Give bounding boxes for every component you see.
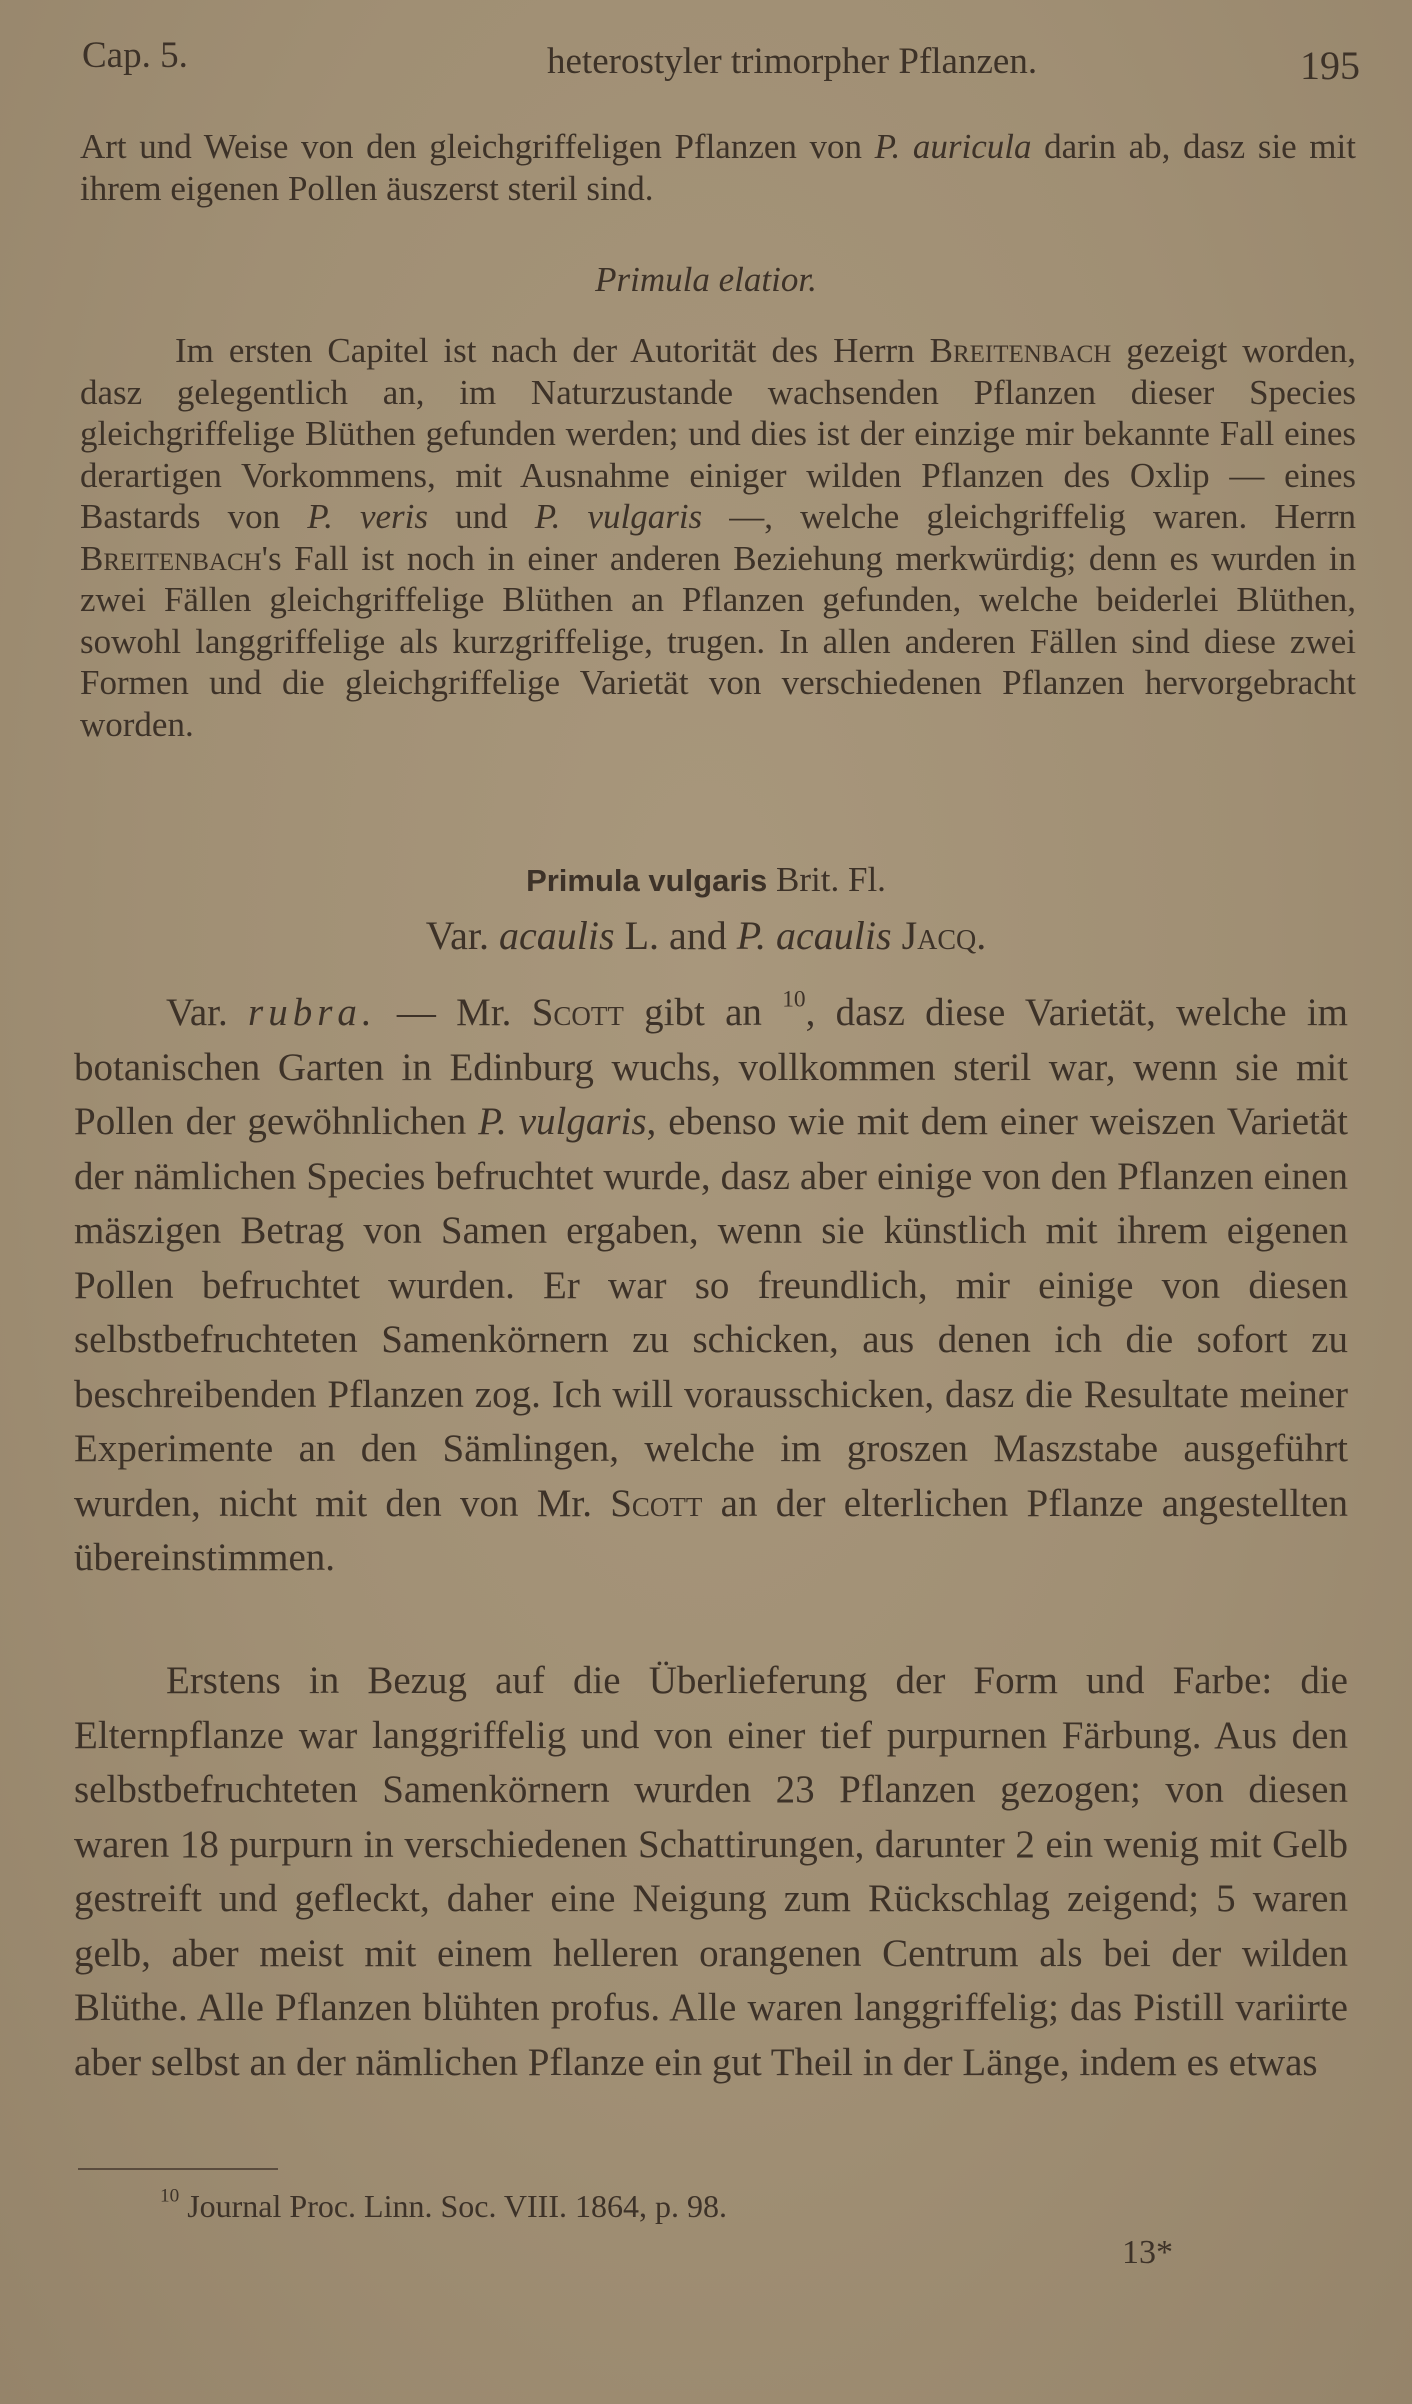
text-run: Art und Weise von den gleichgriffeligen Pflanzen von: [80, 127, 875, 166]
text-run: Im ersten Capitel ist nach der Autorität des Herrn: [175, 331, 930, 370]
footnote: [160, 2185, 727, 2225]
section-heading-elatior: Primula elatior.: [595, 260, 817, 299]
species-name: P. auricula: [874, 127, 1032, 166]
heading-species: Primula vulgaris: [526, 863, 768, 898]
footnote-text: Journal Proc. Linn. Soc. VIII. 1864, p. 98.: [179, 2188, 727, 2224]
form-color-paragraph: Erstens in Bezug auf die Überlieferung der Form und Farbe: die Elternpflanze war langgriffelig und von einer tief purpurnen Färbung. Aus den selbstbefruchteten Samenkörnern wurden 23 Pflanzen gezogen; von diesen waren 18 purpurn in verschiedenen Schattirungen, darunter 2 ein wenig mit Gelb gestreift und gefleckt, daher eine Neigung zum Rückschlag zeigend; 5 waren gelb, aber meist mit einem helleren orangenen Centrum als bei der wilden Blüthe. Alle Pflanzen blühten profus. Alle waren langgriffelig; das Pistill variirte aber selbst an der nämlichen Pflanze ein gut Theil in der Länge, indem es etwas: [74, 1659, 1348, 2084]
page-number: 195: [1300, 43, 1360, 88]
text-run: , ebenso wie mit dem einer weiszen Varietät der nämlichen Species befruchtet wurde, dasz aber einige von den Pflanzen einen mäszigen Betrag von Samen ergaben, wenn sie künstlich mit ihrem eigenen Pollen befruchtet wurden. Er war so freundlich, mir einige von diesen selbstbefruchteten Samenkörnern zu schicken, aus denen ich die sofort zu beschreibenden Pflanzen zog. Ich will vorausschicken, dasz die Resultate meiner Experimente an den Sämlingen, welche im groszen Maszstabe ausgeführt wurden, nicht mit den von Mr.: [74, 1100, 1348, 1525]
text-run: 's Fall ist noch in einer anderen Beziehung merkwürdig; denn es wurden in zwei Fällen gleichgriffelige Blüthen an Pflanzen gefunden, welche beiderlei Blüthen, sowohl langgriffelige als kurzgriffelige, trugen. In allen anderen Fällen sind diese zwei Formen und die gleichgriffelige Varietät von verschiedenen Pflanzen hervorgebracht worden.: [80, 538, 1356, 744]
footnote-rule: [78, 2168, 278, 2170]
text-run: an der elterlichen Pflanze angestellten übereinstimmen.: [74, 1481, 1348, 1579]
species-name: P. vulgaris: [478, 1100, 647, 1143]
rubra-paragraph: [74, 986, 1348, 1586]
text-run: darin ab, dasz sie mit ihrem eigenen Pollen äuszerst steril sind.: [80, 127, 1356, 208]
text-run: Var.: [166, 991, 249, 1034]
text-run: gezeigt worden, dasz gelegentlich an, im Naturzustande wachsenden Pflanzen dieser Species gleichgriffelige Blüthen gefunden werden; und dies ist der einzige mir bekannte Fall eines derartigen Vorkommens, mit Ausnahme einiger wilden Pflanzen des Oxlip — eines Bastards von: [80, 331, 1356, 536]
footnote-ref: 10: [782, 986, 806, 1013]
chapter-label: Cap. 5.: [82, 35, 188, 76]
author-name: Breitenbach: [929, 331, 1112, 370]
section-heading-vulgaris: [0, 860, 1412, 900]
variety-name: acaulis: [499, 913, 615, 958]
text-run: Var.: [425, 913, 500, 958]
variety-name: rubra.: [248, 991, 377, 1034]
author-name: Scott: [610, 1481, 703, 1525]
text-run: [892, 913, 902, 958]
heading-rest: Brit. Fl.: [767, 860, 886, 899]
footnote-mark: 10: [160, 2185, 180, 2207]
species-name: P. acaulis: [736, 913, 892, 958]
variety-heading: [0, 912, 1412, 959]
printer-signature: 13*: [1122, 2234, 1173, 2271]
author-name: Jacq.: [901, 913, 987, 958]
text-run: —, welche gleichgriffelig waren. Herrn: [702, 497, 1356, 536]
running-title: heterostyler trimorpher Pflanzen.: [547, 41, 1038, 82]
intro-paragraph: [80, 126, 1356, 209]
author-name: Scott: [531, 991, 624, 1034]
elatior-paragraph: [80, 330, 1356, 745]
author-name: Breitenbach: [80, 538, 262, 578]
text-run: gibt an: [623, 991, 783, 1034]
text-run: , dasz diese Varietät, welche im botanischen Garten in Edinburg wuchs, vollkommen steril war, wenn sie mit Pollen der gewöhnlichen: [74, 991, 1349, 1143]
text-run: — Mr.: [376, 991, 532, 1034]
text-run: und: [428, 497, 535, 536]
text-run: L. and: [614, 913, 737, 958]
species-name: P. veris: [307, 497, 429, 536]
running-head: [82, 28, 1360, 88]
species-name: P. vulgaris: [534, 497, 703, 536]
